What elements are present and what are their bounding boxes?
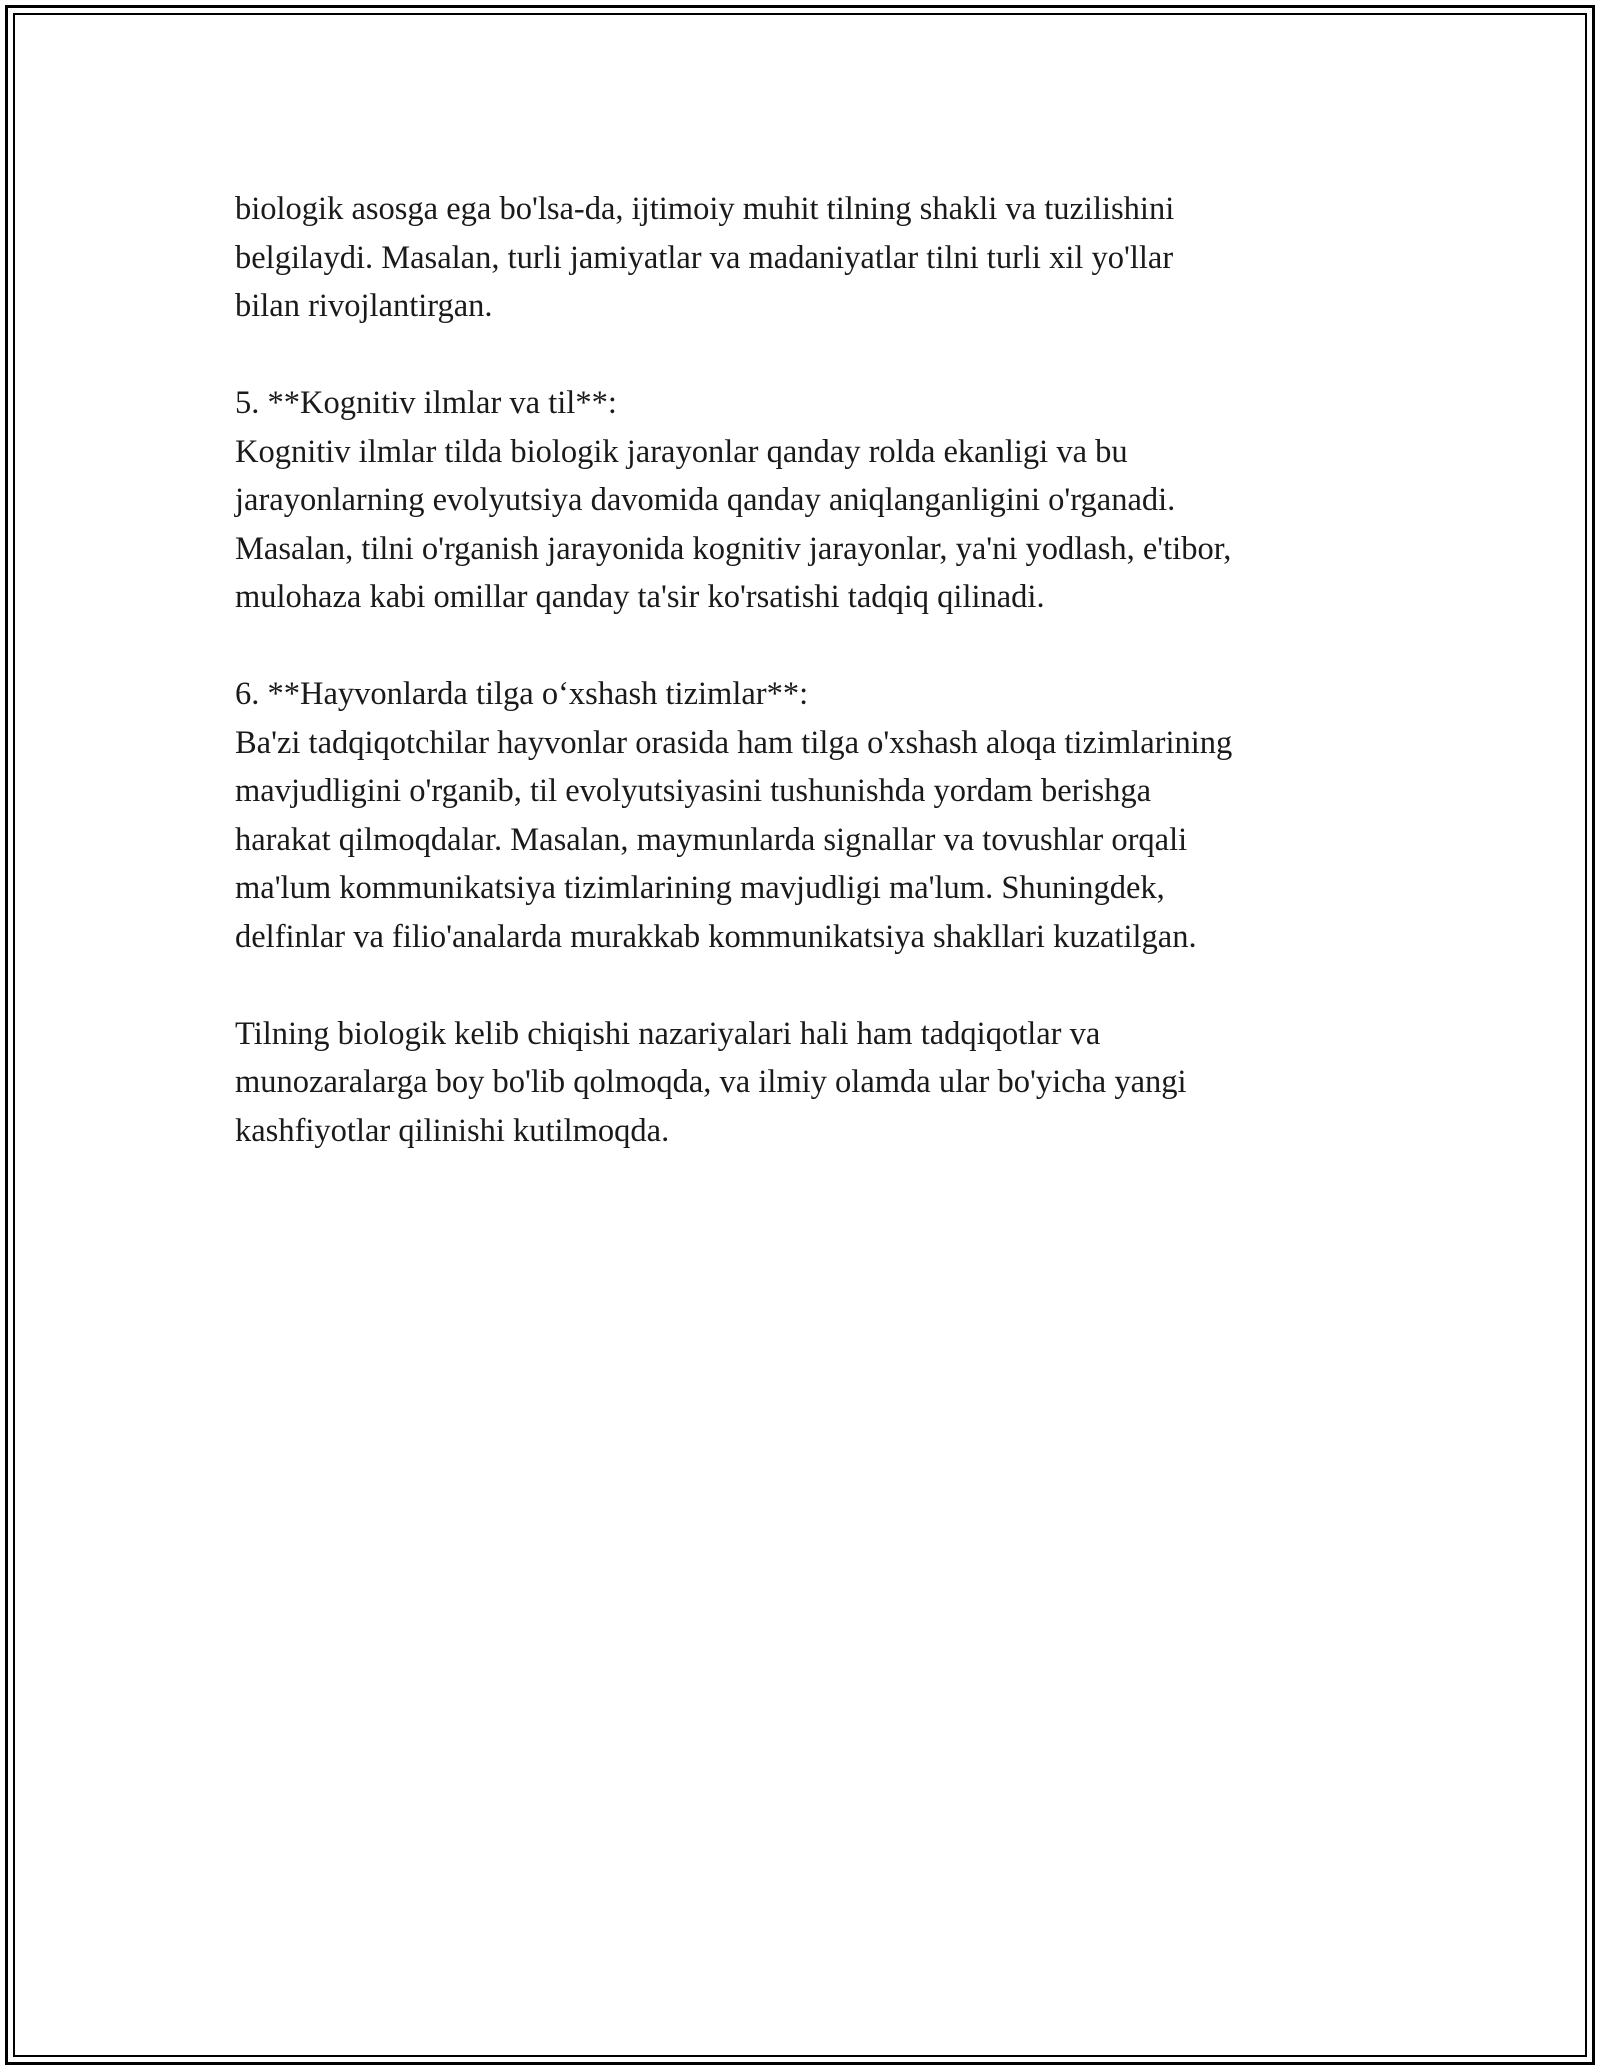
text-line: mavjudligini o'rganib, til evolyutsiyasini tushunishda yordam berishga: [235, 773, 1152, 809]
text-line: Masalan, tilni o'rganish jarayonida kognitiv jarayonlar, ya'ni yodlash, e'tibor,: [235, 530, 1232, 567]
text-line: Kognitiv ilmlar tilda biologik jarayonlar qanday rolda ekanligi va bu: [235, 433, 1128, 470]
paragraph-intro-continuation: [235, 185, 1395, 331]
paragraph-conclusion: [235, 1010, 1395, 1156]
text-line: harakat qilmoqdalar. Masalan, maymunlarda signallar va tovushlar orqali: [235, 821, 1188, 858]
text-line: kashfiyotlar qilinishi kutilmoqda.: [235, 1112, 670, 1149]
text-line: mulohaza kabi omillar qanday ta'sir ko'rsatishi tadqiq qilinadi.: [235, 579, 1045, 615]
paragraph-cognitive-sciences: [235, 379, 1395, 622]
paragraph-animal-systems: [235, 670, 1395, 961]
text-line: jarayonlarning evolyutsiya davomida qanday aniqlanganligini o'rganadi.: [235, 482, 1176, 518]
text-line: Tilning biologik kelib chiqishi nazariyalari hali ham tadqiqotlar va: [235, 1015, 1101, 1052]
text-line: ma'lum kommunikatsiya tizimlarining mavjudligi ma'lum. Shuningdek,: [235, 870, 1165, 906]
text-line: biologik asosga ega bo'lsa-da, ijtimoiy muhit tilning shakli va tuzilishini: [235, 191, 1175, 227]
text-line: delfinlar va filio'analarda murakkab kommunikatsiya shakllari kuzatilgan.: [235, 918, 1197, 955]
document-body: [235, 185, 1395, 1204]
section-heading: 6. **Hayvonlarda tilga o‘xshash tizimlar**:: [235, 676, 809, 712]
text-line: belgilaydi. Masalan, turli jamiyatlar va madaniyatlar tilni turli xil yo'llar: [235, 239, 1174, 276]
text-line: bilan rivojlantirgan.: [235, 288, 493, 324]
text-line: Ba'zi tadqiqotchilar hayvonlar orasida ham tilga o'xshash aloqa tizimlarining: [235, 724, 1233, 761]
section-heading: 5. **Kognitiv ilmlar va til**:: [235, 385, 617, 421]
text-line: munozaralarga boy bo'lib qolmoqda, va ilmiy olamda ular bo'yicha yangi: [235, 1064, 1187, 1100]
